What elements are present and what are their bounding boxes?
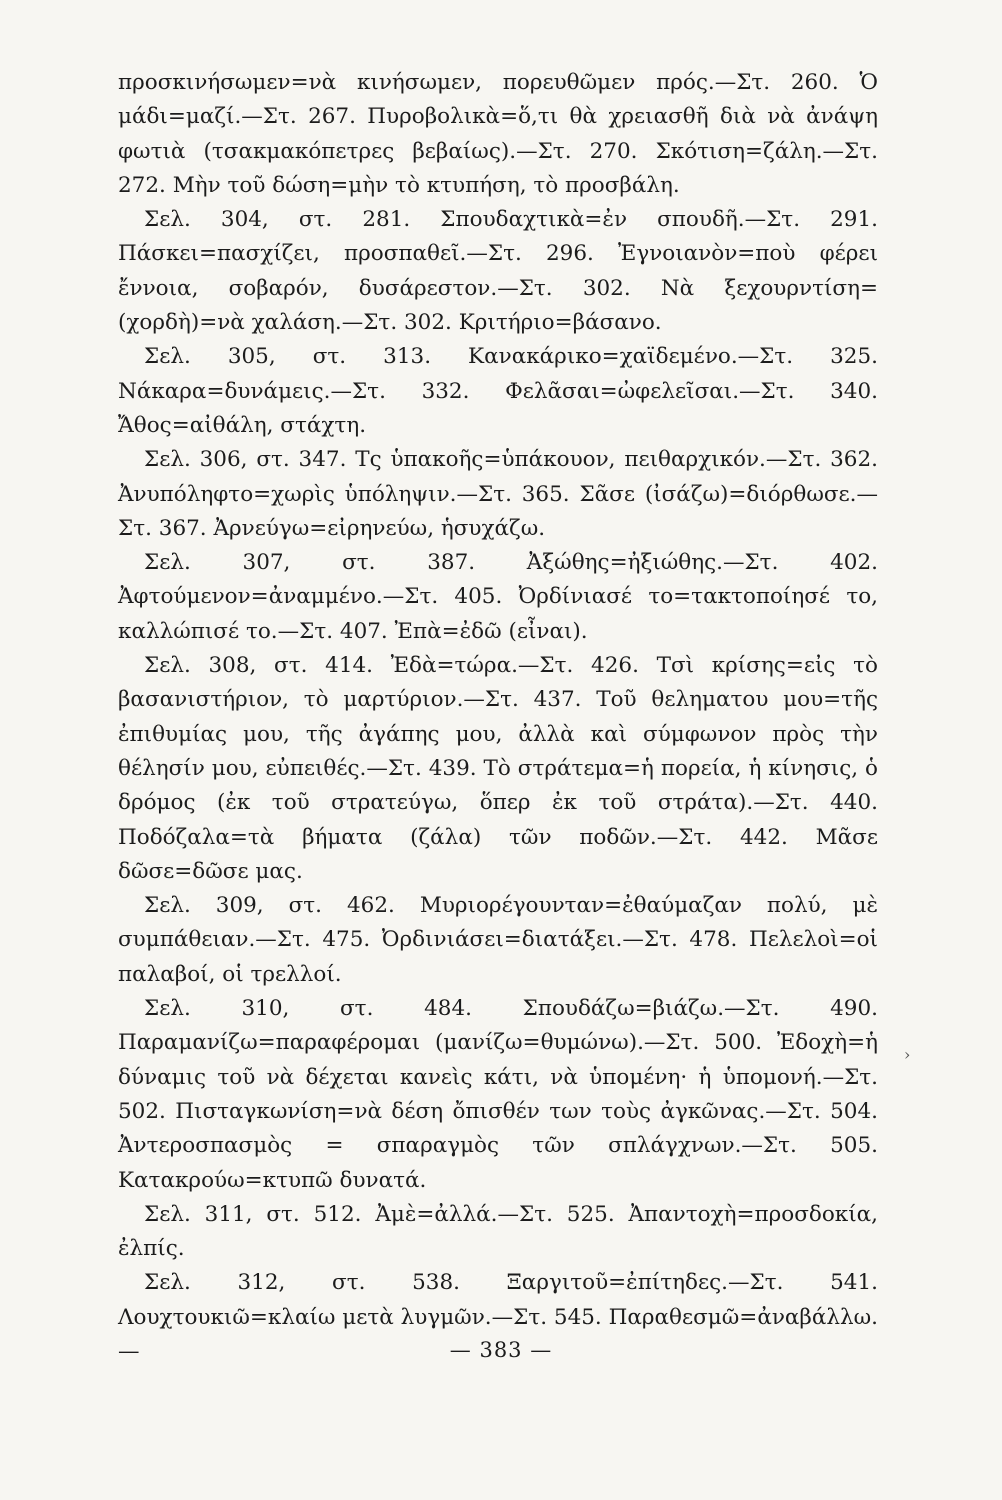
margin-mark: › <box>904 1045 911 1064</box>
glossary-paragraph: Σελ. 309, στ. 462. Μυριορέγουνταν=ἐθαύμαζαν πολύ, μὲ συμπάθειαν.—Στ. 475. Ὀρδινιάσει=διατάξει.—Στ. 478. Πελελοὶ=οἱ παλαβοί, οἱ τρελλοί. <box>118 893 878 987</box>
glossary-text <box>118 66 878 1369</box>
glossary-paragraph: Σελ. 312, στ. 538. Ξαργιτοῦ=ἐπίτηδες.—Στ. 541. Λουχτουκιῶ=κλαίω μετὰ λυγμῶν.—Στ. 545. Παραθεσμῶ=ἀναβάλλω.— <box>118 1270 878 1364</box>
glossary-paragraph: Σελ. 304, στ. 281. Σπουδαχτικὰ=ἐν σπουδῆ.—Στ. 291. Πάσκει=πασχίζει, προσπαθεῖ.—Στ. 296. Ἐγνοιανὸν=ποὺ φέρει ἔννοια, σοβαρόν, δυσάρεστον.—Στ. 302. Νὰ ξεχουρντίση=(χορδὴ)=νὰ χαλάση.—Στ. 302. Κριτήριο=βάσανο. <box>118 207 878 336</box>
glossary-paragraph: Σελ. 310, στ. 484. Σπουδάζω=βιάζω.—Στ. 490. Παραμανίζω=παραφέρομαι (μανίζω=θυμώνω).—Στ. 500. Ἐδοχὴ=ἡ δύναμις τοῦ νὰ δέχεται κανεὶς κάτι, νὰ ὑπομένη· ἡ ὑπομονή.—Στ. 502. Πισταγκωνίση=νὰ δέση ὄπισθέν των τοὺς ἀγκῶνας.—Στ. 504. Ἀντεροσπασμὸς = σπαραγμὸς τῶν σπλάγχνων.—Στ. 505. Κατακρούω=κτυπῶ δυνατά. <box>118 996 878 1193</box>
glossary-paragraph: Σελ. 306, στ. 347. Τς ὑπακοῆς=ὑπάκουον, πειθαρχικόν.—Στ. 362. Ἀνυπόληφτο=χωρὶς ὑπόληψιν.—Στ. 365. Σᾶσε (ἰσάζω)=διόρθωσε.—Στ. 367. Ἀρνεύγω=εἰρηνεύω, ἡσυχάζω. <box>118 447 878 541</box>
glossary-paragraph: Σελ. 305, στ. 313. Κανακάρικο=χαϊδεμένο.—Στ. 325. Νάκαρα=δυνάμεις.—Στ. 332. Φελᾶσαι=ὠφελεῖσαι.—Στ. 340. Ἄθος=αἰθάλη, στάχτη. <box>118 344 878 438</box>
glossary-paragraph: Σελ. 308, στ. 414. Ἐδὰ=τώρα.—Στ. 426. Τσὶ κρίσης=εἰς τὸ βασανιστήριον, τὸ μαρτύριον.—Στ. 437. Τοῦ θεληματου μου=τῆς ἐπιθυμίας μου, τῆς ἀγάπης μου, ἀλλὰ καὶ σύμφωνον πρὸς τὴν θέλησίν μου, εὐπειθές.—Στ. 439. Τὸ στράτεμα=ἡ πορεία, ἡ κίνησις, ὁ δρόμος (ἐκ τοῦ στρατεύγω, ὅπερ ἐκ τοῦ στράτα).—Στ. 440. Ποδόζαλα=τὰ βήματα (ζάλα) τῶν ποδῶν.—Στ. 442. Μᾶσε δῶσε=δῶσε μας. <box>118 653 878 884</box>
glossary-paragraph: Σελ. 307, στ. 387. Ἀξώθης=ἠξιώθης.—Στ. 402. Ἀφτούμενον=ἀναμμένο.—Στ. 405. Ὀρδίνιασέ το=τακτοποίησέ το, καλλώπισέ το.—Στ. 407. Ἐπὰ=ἐδῶ (εἶναι). <box>118 550 878 644</box>
glossary-paragraph: προσκινήσωμεν=νὰ κινήσωμεν, πορευθῶμεν πρός.—Στ. 260. Ὁ μάδι=μαζί.—Στ. 267. Πυροβολικὰ=ὅ,τι θὰ χρειασθῆ διὰ νὰ ἀνάψη φωτιὰ (τσακμακόπετρες βεβαίως).—Στ. 270. Σκότιση=ζάλη.—Στ. 272. Μὴν τοῦ δώση=μὴν τὸ κτυπήση, τὸ προσβάλη. <box>118 70 878 198</box>
glossary-paragraph: Σελ. 311, στ. 512. Ἀμὲ=ἀλλά.—Στ. 525. Ἀπαντοχὴ=προσδοκία, ἐλπίς. <box>118 1201 878 1262</box>
page-number: — 383 — <box>449 1338 553 1362</box>
